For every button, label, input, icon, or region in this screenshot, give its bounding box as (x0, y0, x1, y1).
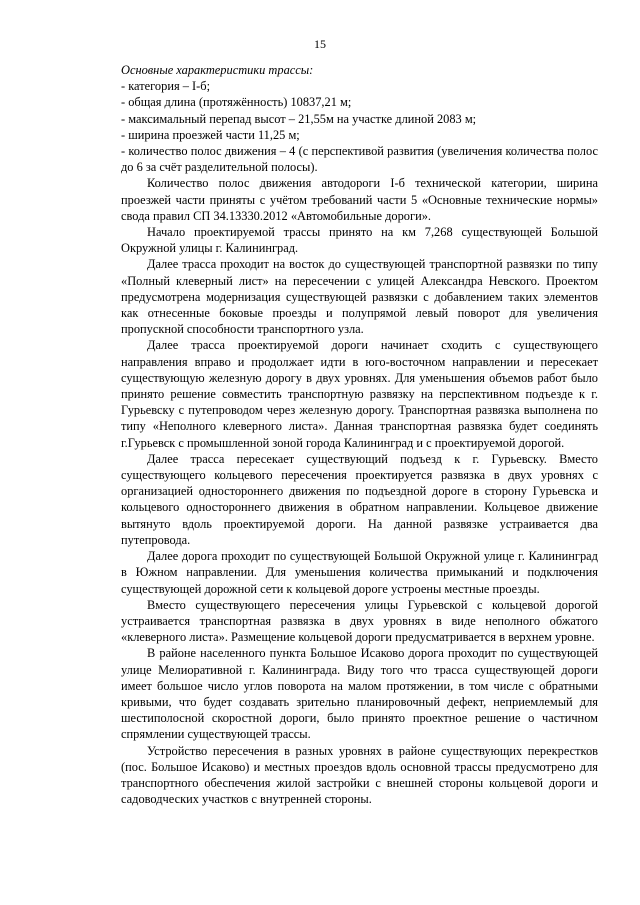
paragraph-route-start: Начало проектируемой трассы принято на км 7,268 существующей Большой Окружной улицы г. Калининград. (121, 225, 598, 256)
paragraph-nevsky-interchange: Далее трасса проходит на восток до существующей транспортной развязки по типу «Полный клеверный лист» на пересечении с улицей Александра Невского. Проектом предусмотрена модернизация существующей развязки с добавлением таких элементов как отнесенные боковые проезды и полупрямой левый поворот для увеличения пропускной способности транспортного узла. (121, 257, 598, 337)
characteristics-heading: Основные характеристики трассы: (121, 63, 314, 77)
paragraph-lanes-width: Количество полос движения автодороги I-б технической категории, ширина проезжей части приняты с учётом требований части 5 «Основные технические нормы» свода правил СП 34.13330.2012 «Автомобильные дороги». (121, 176, 598, 223)
paragraph-guryevskaya-street: Вместо существующего пересечения улицы Гурьевской с кольцевой дорогой устраивается транспортная развязка в двух уровнях в виде неполного обжатого «клеверного листа». Размещение кольцевой дороги предусматривается в верхнем уровне. (121, 597, 598, 645)
paragraph-railway-crossing: Далее трасса проектируемой дороги начинает сходить с существующего направления вправо и продолжает идти в юго-восточном направлении и пересекает существующую железную дорогу в двух уровнях. Для уменьшения объемов работ было принято решение совместить транспортную развязку на перспективном подъезде к г. Гурьевску с путепроводом через железную дорогу. Транспортная развязка выполнена по типу «Неполного клеверного листа». Данная транспортная развязка будет соединять г.Гурьевск с промышленной зоной города Калининград и с проектируемой дорогой. (121, 338, 598, 450)
characteristic-category: - категория – I-б; (121, 79, 211, 94)
paragraph-bolshoe-isakovo: В районе населенного пункта Большое Исаково дорога проходит по существующей улице Мелиоративной г. Калининграда. Виду того что трасса существующей дороги имеет большое число углов поворота на малом протяжении, в том числе с обратными кривыми, что будет создавать зрительно планировочный дефект, неприемлемый для шестиполосной скоростной дороги, было принято проектное решение о частичном спрямлении существующей трассы. (121, 646, 598, 742)
page-number: 15 (314, 37, 326, 51)
paragraph-bolshaya-okruzhnaya: Далее дорога проходит по существующей Большой Окружной улице г. Калининград в Южном направлении. Для уменьшения количества примыканий и подключения существующей дорожной сети к кольцевой дороге устроены местные проезды. (121, 549, 598, 596)
document-body (121, 62, 598, 807)
characteristic-width: - ширина проезжей части 11,25 м; (121, 127, 300, 142)
characteristic-lanes: - количество полос движения – 4 (с перспективой развития (увеличения количества полос до 6 за счёт разделительной полосы). (121, 144, 598, 175)
paragraph-guryevsk-approach: Далее трасса пересекает существующий подъезд к г. Гурьевску. Вместо существующего кольцевого пересечения проектируется развязка в двух уровнях с организацией одностороннего движения по подъездной дороге в сторону Гурьевска и кольцевого одностороннего движения в обратном направлении. Кольцевое движение вытянуто вдоль проектируемой дороги. На данной развязке устраивается два путепровода. (121, 451, 598, 547)
paragraph-grade-separation: Устройство пересечения в разных уровнях в районе существующих перекрестков (пос. Большое Исаково) и местных проездов вдоль основной трассы предусмотрено для транспортного обеспечения жилой застройки с внешней стороны кольцевой дороги и садоводческих участков с внутренней стороны. (121, 743, 598, 807)
characteristic-length: - общая длина (протяжённость) 10837,21 м; (121, 95, 352, 110)
characteristic-elevation: - максимальный перепад высот – 21,55м на участке длиной 2083 м; (121, 111, 477, 126)
